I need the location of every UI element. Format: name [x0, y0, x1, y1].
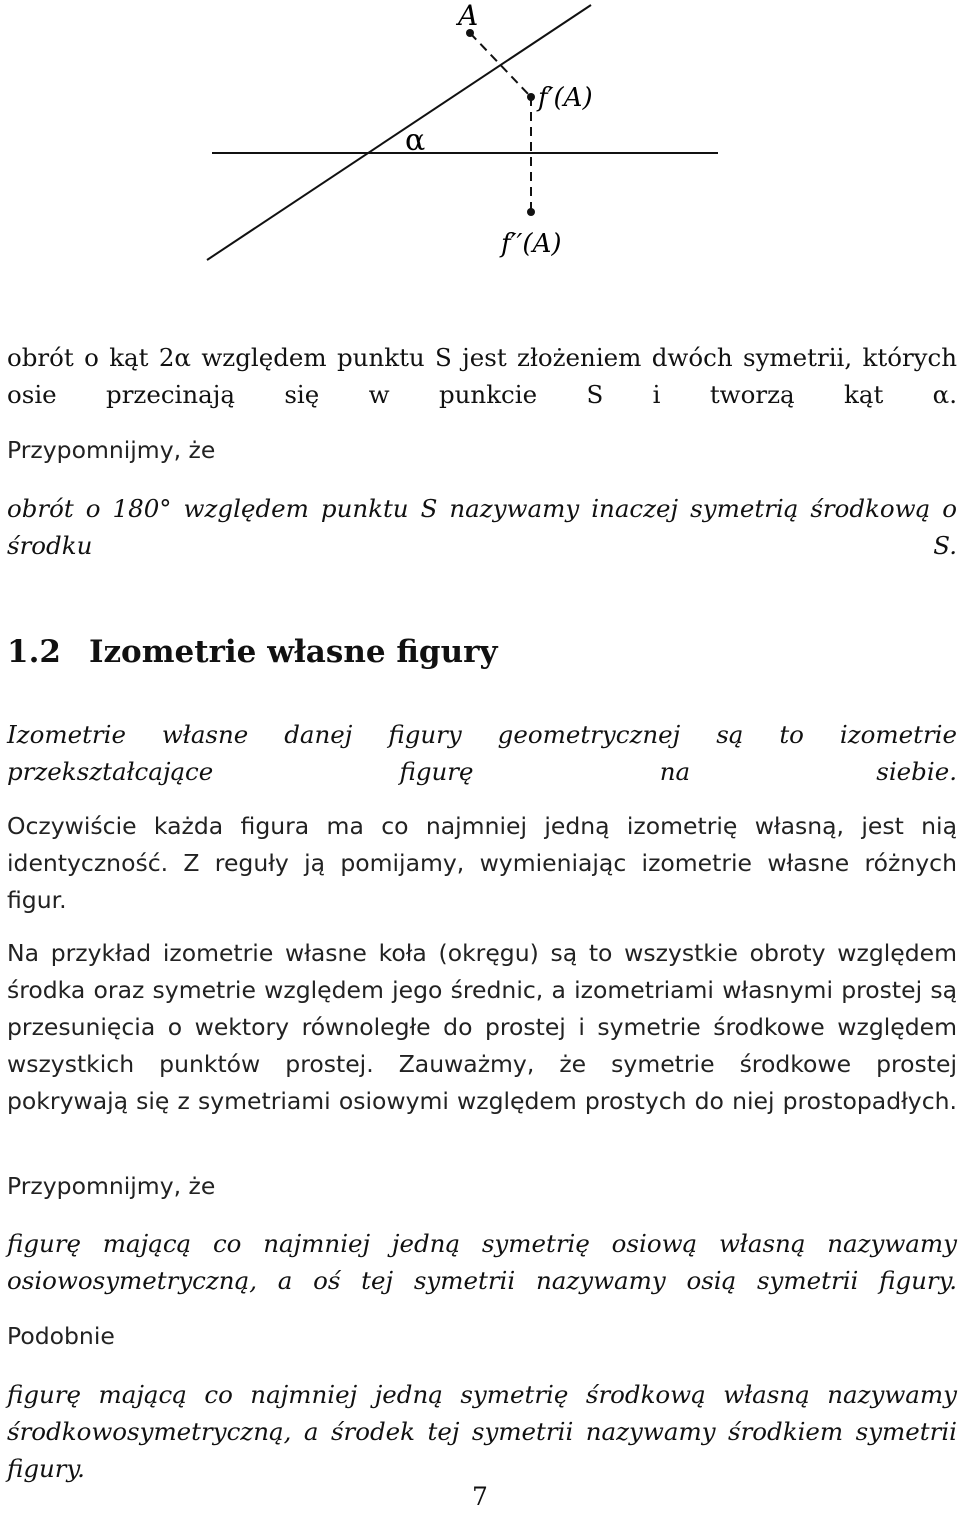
point-ffa: [527, 208, 535, 216]
likewise-text: Podobnie: [7, 1322, 115, 1350]
definition-central-symmetric: figurę mającą co najmniej jedną symetrię środkową własną nazywamy środkowosymetryczną, a środek tej symetrii nazywamy środkiem symetrii figury.: [7, 1380, 957, 1483]
reflection-figure: [0, 0, 960, 300]
definition-own-isometries: Izometrie własne danej figury geometrycznej są to izometrie przekształcające figurę na siebie.: [7, 720, 957, 786]
examples-paragraph: Na przykład izometrie własne koła (okręgu) są to wszystkie obroty względem środka oraz symetrie względem jego średnic, a izometriami własnymi prostej są przesunięcia o wektory równoległe do prostej i symetrie środkowe względem wszystkich punktów prostej. Zauważmy, że symetrie środkowe prostej pokrywają się z symetriami osiowymi względem prostych do niej prostopadłych.: [7, 939, 957, 1115]
definition-axial-symmetric: figurę mającą co najmniej jedną symetrię osiową własną nazywamy osiowosymetryczną, a oś tej symetrii nazywamy osią symetrii figury.: [7, 1229, 957, 1295]
definition-central-symmetry: obrót o 180° względem punktu S nazywamy inaczej symetrią środkową o środku S.: [7, 494, 957, 560]
reminder-text-1: Przypomnijmy, że: [7, 436, 216, 464]
label-ffa: f′′(A): [501, 229, 562, 259]
rotation-statement: obrót o kąt 2α względem punktu S jest złożeniem dwóch symetrii, których osie przecinają się w punkcie S i tworzą kąt α.: [7, 343, 957, 409]
label-fa: f′(A): [538, 83, 593, 113]
identity-paragraph: Oczywiście każda figura ma co najmniej jedną izometrię własną, jest nią identyczność. Z reguły ją pomijamy, wymieniając izometrie własne różnych figur.: [7, 812, 957, 914]
section-number: 1.2: [7, 634, 61, 670]
point-fa: [527, 93, 535, 101]
label-alpha: α: [405, 123, 426, 158]
section-heading: [7, 632, 957, 672]
diagonal-axis-line: [207, 5, 591, 260]
label-a: A: [458, 0, 479, 32]
reminder-text-2: Przypomnijmy, że: [7, 1172, 216, 1200]
section-title: Izometrie własne figury: [88, 634, 498, 670]
page-number: 7: [472, 1482, 488, 1511]
